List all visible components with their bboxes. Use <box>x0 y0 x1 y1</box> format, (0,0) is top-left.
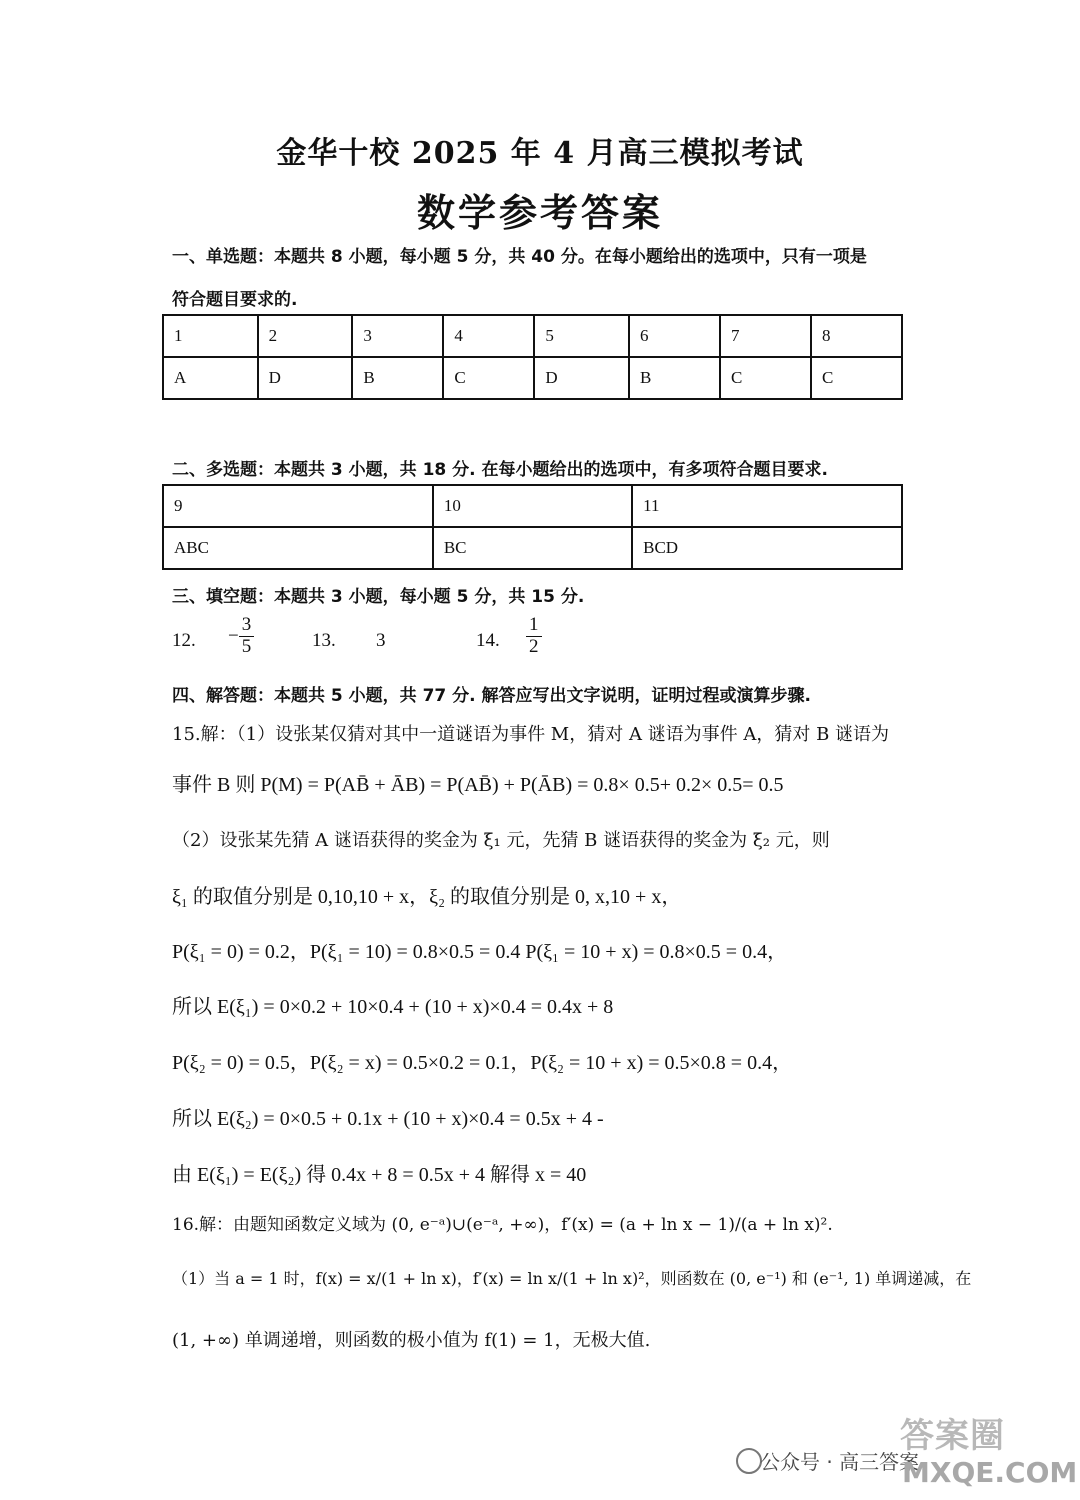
answer-cell: C <box>443 357 534 399</box>
question-number-cell: 8 <box>811 315 902 357</box>
solution-line: 所以 E(ξ₁) = 0×0.2 + 10×0.4 + (10 + x)×0.4 = 0.4x + 8 <box>172 996 614 1018</box>
answer-cell: BCD <box>632 527 902 569</box>
fill-in-answers <box>172 615 872 671</box>
watermark-site: MXQE.COM <box>902 1456 1078 1489</box>
section1-heading-line2: 符合题目要求的. <box>172 290 298 310</box>
q14-fraction <box>526 615 542 658</box>
question-number-cell: 4 <box>443 315 534 357</box>
answer-key-title: 数学参考答案 <box>416 190 663 235</box>
answer-cell: B <box>629 357 720 399</box>
watermark-label: 公众号 · 高三答案 <box>760 1450 920 1474</box>
multi-choice-answer-table <box>162 484 903 570</box>
section4-heading: 四、解答题：本题共 5 小题，共 77 分. 解答应写出文字说明，证明过程或演算步骤. <box>172 686 811 706</box>
answer-cell: BC <box>433 527 632 569</box>
watermark-stamp: 答案圈 <box>900 1416 1005 1456</box>
q12-answer <box>228 615 254 658</box>
section1-heading-line1: 一、单选题：本题共 8 小题，每小题 5 分，共 40 分。在每小题给出的选项中，只有一项是 <box>172 247 867 267</box>
solution-line: (1, +∞) 单调递增，则函数的极小值为 f(1) = 1，无极大值. <box>172 1330 651 1351</box>
q13-label: 13. <box>312 630 336 651</box>
section3-heading: 三、填空题：本题共 3 小题，每小题 5 分，共 15 分. <box>172 587 585 607</box>
question-number-cell: 11 <box>632 485 902 527</box>
question-number-cell: 6 <box>629 315 720 357</box>
wechat-logo-icon <box>736 1448 762 1474</box>
solution-line: （1）当 a = 1 时，f(x) = x/(1 + ln x)，f′(x) = ln x/(1 + ln x)²，则函数在 (0, e⁻¹) 和 (e⁻¹, 1) 单调递减，在 <box>172 1269 972 1288</box>
answer-cell: ABC <box>163 527 433 569</box>
solution-line: P(ξ₂ = 0) = 0.5，P(ξ₂ = x) = 0.5×0.2 = 0.1，P(ξ₂ = 10 + x) = 0.5×0.8 = 0.4， <box>172 1052 793 1074</box>
question-number-cell: 3 <box>352 315 443 357</box>
q12-numerator: 3 <box>239 615 255 637</box>
question-number-cell: 10 <box>433 485 632 527</box>
answer-cell: C <box>811 357 902 399</box>
solution-line: 16.解：由题知函数定义域为 (0, e⁻ᵃ)∪(e⁻ᵃ, +∞)，f′(x) = (a + ln x − 1)/(a + ln x)². <box>172 1215 833 1235</box>
question-number-cell: 1 <box>163 315 258 357</box>
question-number-cell: 7 <box>720 315 811 357</box>
table-row <box>163 527 902 569</box>
solution-line: 所以 E(ξ₂) = 0×0.5 + 0.1x + (10 + x)×0.4 = 0.5x + 4 - <box>172 1108 604 1130</box>
q14-numerator: 1 <box>526 615 542 637</box>
solution-line: 由 E(ξ₁) = E(ξ₂) 得 0.4x + 8 = 0.5x + 4 解得 x = 40 <box>172 1164 587 1186</box>
question-number-cell: 2 <box>258 315 353 357</box>
table-row <box>163 357 902 399</box>
q12-label: 12. <box>172 630 196 651</box>
solution-line: 事件 B 则 P(M) = P(AB̄ + ĀB) = P(AB̄) + P(ĀB) = 0.8× 0.5+ 0.2× 0.5= 0.5 <box>172 774 784 796</box>
exam-title: 金华十校 2025 年 4 月高三模拟考试 <box>276 136 804 171</box>
q12-fraction <box>239 615 255 658</box>
answer-cell: A <box>163 357 258 399</box>
solution-line: ξ₁ 的取值分别是 0,10,10 + x，ξ₂ 的取值分别是 0, x,10 + x， <box>172 886 682 908</box>
section2-heading: 二、多选题：本题共 3 小题，共 18 分. 在每小题给出的选项中，有多项符合题目要求. <box>172 460 828 480</box>
solution-line: （2）设张某先猜 A 谜语获得的奖金为 ξ₁ 元，先猜 B 谜语获得的奖金为 ξ₂ 元，则 <box>172 830 830 851</box>
table-row <box>163 485 902 527</box>
solution-line: 15.解：（1）设张某仅猜对其中一道谜语为事件 M，猜对 A 谜语为事件 A，猜对 B 谜语为 <box>172 724 890 745</box>
question-number-cell: 5 <box>534 315 629 357</box>
q14-label: 14. <box>476 630 500 651</box>
q12-denominator: 5 <box>241 635 252 657</box>
table-row <box>163 315 902 357</box>
solution-line: P(ξ₁ = 0) = 0.2，P(ξ₁ = 10) = 0.8×0.5 = 0.4 P(ξ₁ = 10 + x) = 0.8×0.5 = 0.4， <box>172 941 788 963</box>
q14-denominator: 2 <box>529 635 539 657</box>
answer-cell: D <box>258 357 353 399</box>
answer-cell: D <box>534 357 629 399</box>
single-choice-answer-table <box>162 314 903 400</box>
question-number-cell: 9 <box>163 485 433 527</box>
q12-sign: − <box>228 625 239 647</box>
answer-cell: B <box>352 357 443 399</box>
q13-answer: 3 <box>376 630 386 651</box>
q14-answer <box>526 615 542 658</box>
answer-cell: C <box>720 357 811 399</box>
